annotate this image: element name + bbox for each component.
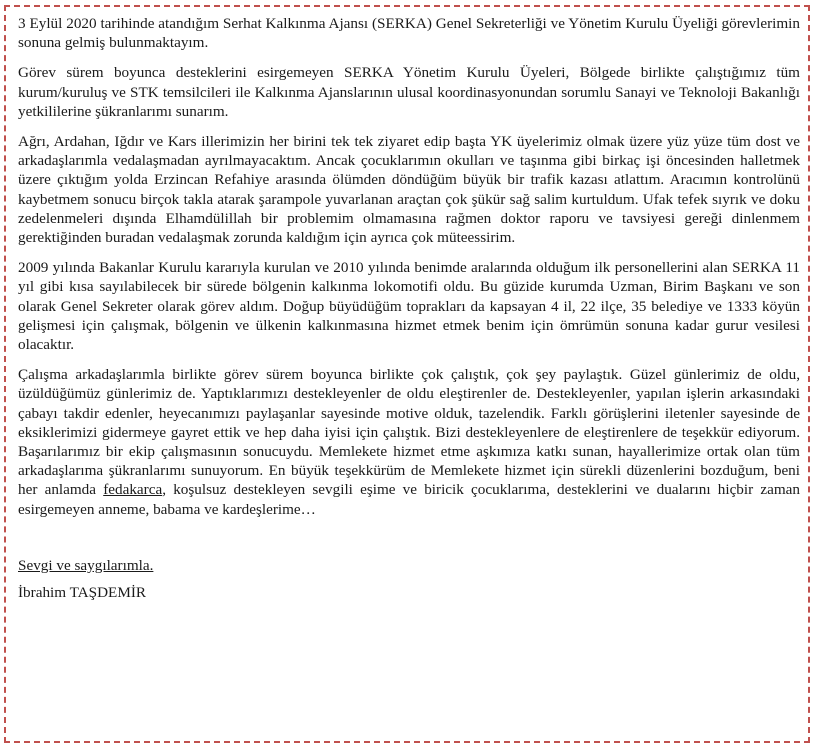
paragraph-4: 2009 yılında Bakanlar Kurulu kararıyla kurulan ve 2010 yılında benimde aralarında olduğum ilk personellerini alan SERKA 11 yıl gibi kısa sayılabilecek bir süredе bölgenin kalkınma lokomotifi oldu. Bu güzide kurumda Uzman, Birim Başkanı ve son olarak Genel Sekreter olarak görev aldım. Doğup büyüdüğüm toprakları da kapsayan 4 il, 22 ilçe, 35 belediye ve 1333 köyün gelişmesi için çalışmak, bölgenin ve ülkenin kalkınmasına hizmet etmek benim için ömrümün sonuna kadar gurur vesilesi olacaktır. (18, 259, 800, 354)
paragraph-3: Ağrı, Ardahan, Iğdır ve Kars illerimizin her birini tek tek ziyaret edip başta YK üyelerimiz olmak üzere yüz yüze tüm dost ve arkadaşlarımla vedalaşmadan ayrılmayacaktım. Ancak çocuklarımın okulları ve taşınma gibi birkaç işi öncesinden halletmek üzere çıktığım yolda Erzincan Refahiye arasında ölümden döndüğüm büyük bir trafik kazası atlattım. Aracımın kontrolünü kaybetmem sonucu birçok takla atarak şarampole yuvarlanan araçtan çok şükür sağ salim kurtuldum. Ufak tefek sıyrık ve doku zedelenmeleri dışında Elhamdülillah bir problemim olmamasına rağmen doktor raporu ve tavsiyesi gereği dinlenmem gerektiğinden buradan vedalaşmak zorunda kaldığım için ayrıca çok müteessirim. (18, 133, 800, 247)
paragraph-2: Görev sürem boyunca desteklerini esirgemeyen SERKA Yönetim Kurulu Üyeleri, Bölgede birlikte çalıştığımız tüm kurum/kuruluş ve STK temsilcileri ile Kalkınma Ajanslarının ulusal koordinasyonundan sorumlu Sanayi ve Teknoloji Bakanlığı yetkililerine şükranlarımı sunarım. (18, 64, 800, 120)
paragraph-5-text-a: Çalışma arkadaşlarımla birlikte görev sürem boyunca birlikte çok çalıştık, çok şey paylaştık. Güzel günlerimiz de oldu, üzüldüğümüz günlerimiz de. Yaptıklarımızı destekleyenler de oldu eleştirenler de. Destekleyenler, yapılan işlerin arkasındaki çabayı takdir edenler, heyecanımızı paylaşanlar sayesinde motive olduk, tazelendik. Farklı görüşlerini iletenler sayesinde de eksiklerimizi gidermeye gayret ettik ve hep daha iyisi için çalıştık. Bizi destekleyenlere de eleştirenlere de teşekkür ediyorum. Başarılarımız bir ekip çalışmasının sonucuydu. Memlekete hizmet etme aşkımıza katkı sunan, hayallerimize ortak olan tüm arkadaşlarıma şükranlarımı sunuyorum. En büyük teşekkürüm de Memlekete hizmet için sürekli düzenlerini bozduğum, beni her anlamda (18, 366, 800, 499)
closing-spacer (18, 530, 800, 556)
paragraph-5 (18, 365, 800, 519)
letter-body (18, 14, 800, 610)
paragraph-5-text-b: , koşulsuz destekleyen sevgili eşime ve biricik çocuklarıma, desteklerini ve dualarını hiçbir zaman esirgemeyen anneme, babama ve kardeşlerime… (18, 481, 800, 518)
underlined-word: fedakarca (103, 481, 163, 499)
closing-line: Sevgi ve saygılarımla. (18, 556, 154, 574)
signature-name: İbrahim TAŞDEMİR (18, 584, 147, 602)
paragraph-1: 3 Eylül 2020 tarihinde atandığım Serhat Kalkınma Ajansı (SERKA) Genel Sekreterliği ve Yönetim Kurulu Üyeliği görevlerimin sonuna gelmiş bulunmaktayım. (18, 15, 800, 52)
